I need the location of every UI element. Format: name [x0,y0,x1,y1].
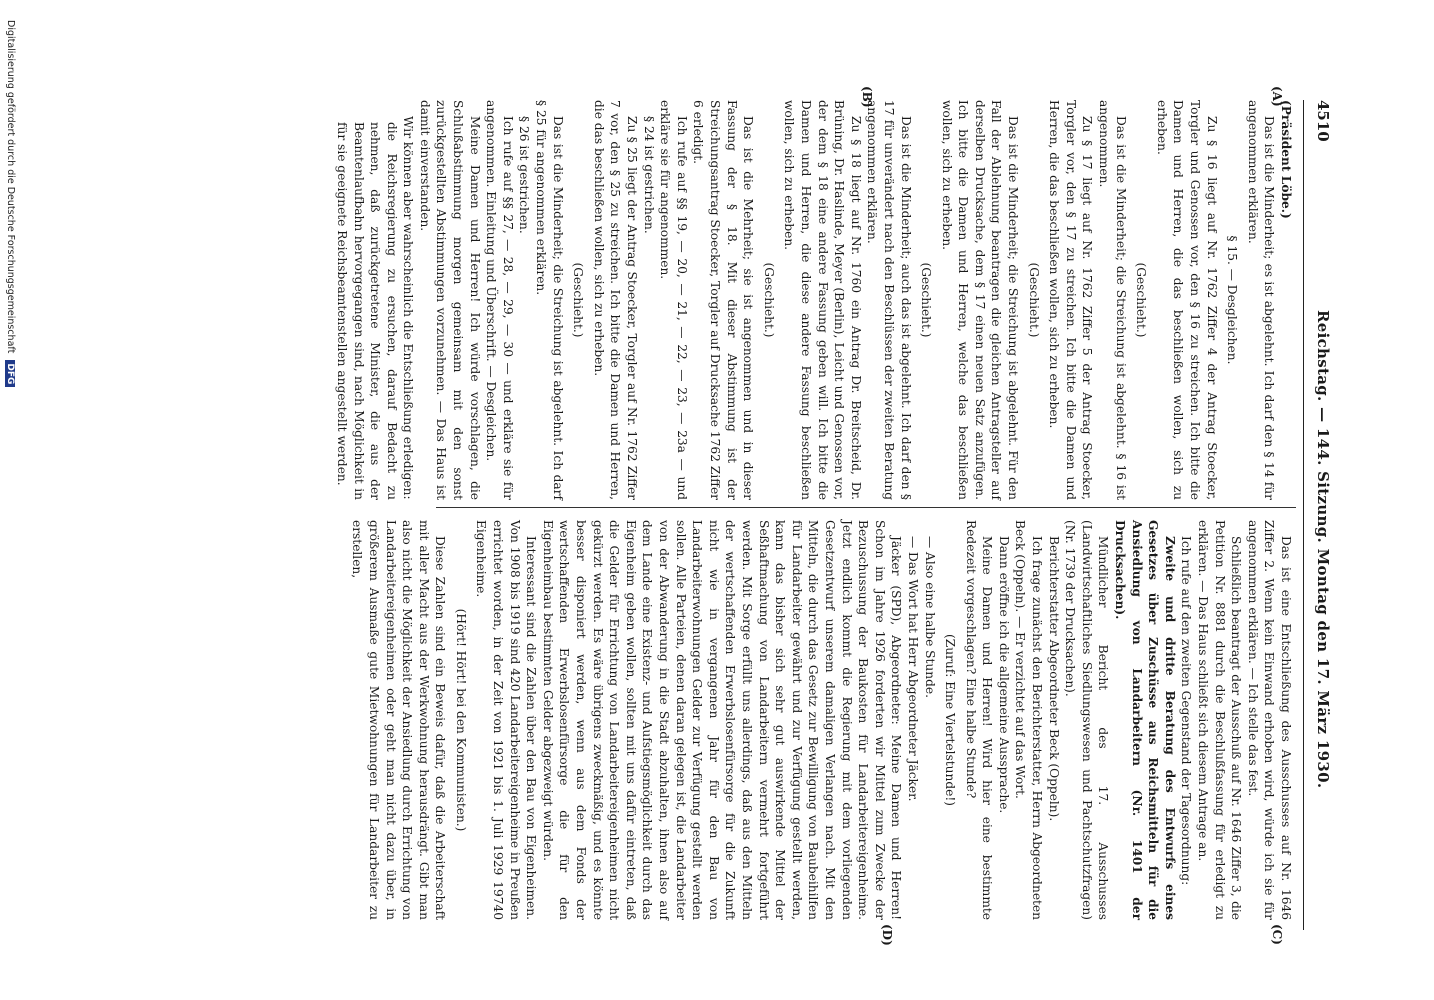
paragraph: Das ist die Mehrheit; sie ist angenommen und in dieser Fassung der § 18. Mit dieser Abstimmung ist der Streichungsantrag Stoecker, Torgler auf Drucksache 1762 Ziffer 6 erledigt. [691,100,756,500]
right-column [349,520,1294,920]
page-header [1310,100,1332,910]
paragraph: Ich frage zunächst den Berichterstatter, Herrn Abgeordneten Beck (Oppeln). — Er verzichtet auf das Wort. [1013,520,1045,920]
stage-direction: (Geschieht.) [761,262,776,338]
paragraph: — Also eine halbe Stunde. [922,536,937,699]
paragraph: Berichterstatter Abgeordneter Beck (Oppeln). [1046,536,1061,822]
margin-marker-c: (C) [1270,924,1284,945]
paragraph: Zu § 25 liegt der Antrag Stoecker, Torgler auf Nr. 1762 Ziffer 7 vor, den § 25 zu streichen. Ich bitte die Damen und Herren, die das beschließen wollen, sich zu erheben. [591,100,640,500]
paragraph: Das ist eine Entschließung des Ausschusses auf Nr. 1646 Ziffer 2. Wenn kein Einwand erhoben wird, würde ich sie für angenommen erklären. — Ich stelle das fest. [1245,520,1293,920]
resolution-text: die Reichsregierung zu ersuchen, darauf Bedacht zu nehmen, daß zurückgetretene Minister, die aus der Beamtenlaufbahn hervorgegangen sind, nach Möglichkeit in für sie geeignete Reichsbeamtenstellen angestellt werden. [334,122,399,500]
paragraph: § 15. — Desgleichen. [1225,235,1240,365]
margin-marker-d: (D) [880,924,894,946]
paragraph: Das ist die Minderheit; es ist abgelehnt. Ich darf den § 14 für angenommen erklären. [1245,100,1277,500]
paragraph: Meine Damen und Herren! Wird hier eine bestimmte Redezeit vorgeschlagen? Eine halbe Stunde? [963,520,995,920]
speaker-header: (Präsident Löbe.) [1279,100,1293,219]
stage-direction: (Geschieht.) [571,262,586,338]
paragraph: Interessant sind die Zahlen über den Bau von Eigenheimen. Von 1908 bis 1919 sind 420 Landarbeitereigenheime in Preußen errichtet worden, in der Zeit von 1921 bis 1. Juli 1929 19740 Eigenheime. [474,520,539,920]
paragraph: Das ist die Minderheit; die Streichung ist abgelehnt. Für den Fall der Ablehnung beantragen die gleichen Antragsteller auf derselben Drucksache, dem § 17 einen neuen Satz anzufügen. Ich bitte die Damen und Herren, welche das beschließen wollen, sich zu erheben. [939,100,1021,500]
column-divider [436,507,1296,508]
paragraph: Zu § 18 liegt auf Nr. 1760 ein Antrag Dr. Breitscheid, Dr. Brüning, Dr. Haslinde, Meyer (Berlin), Leicht und Genossen vor, der dem § 18 eine andere Fassung geben will. Ich bitte die Damen und Herren, die diese andere Fassung beschließen wollen, sich zu erheben. [782,100,863,500]
digitization-credit [5,20,16,387]
page-number: 4510 [1314,100,1332,142]
stage-direction: (Geschieht.) [1026,262,1041,338]
stage-direction: (Hört! Hört! bei den Kommunisten.) [453,608,468,832]
paragraph: Diese Zahlen sind ein Beweis dafür, daß die Arbeiterschaft mit aller Macht aus der Werkwohnung herausdrängt. Gibt man also nicht die Möglichkeit der Ansiedlung durch Errichtung von Landarbeitereigenheimen oder geht man nicht dazu über, in größerem Ausmaße gute Mietwohnungen für Landarbeiter zu erstellen, [350,520,448,920]
paragraph: Zu § 17 liegt auf Nr. 1762 Ziffer 5 der Antrag Stoecker, Torgler vor, den § 17 zu streichen. Ich bitte die Damen und Herren, die das beschließen wollen, sich zu erheben. [1047,100,1095,500]
paragraph: Ich rufe auf §§ 27, — 28, — 29, — 30 — und erkläre sie für angenommen. Einleitung und Überschrift. — Desgleichen. [484,100,515,500]
paragraph: Wir können aber wahrscheinlich die Entschließung erledigen: [401,116,416,500]
stage-direction: (Geschieht.) [919,262,934,338]
paragraph: Mündlicher Bericht des 17. Ausschusses (Landwirtschaftliches Siedlungswesen und Pachtschutzfragen) (Nr. 1739 der Drucksachen). [1063,520,1111,920]
stage-direction: (Geschieht.) [1134,262,1149,338]
paragraph: Zu § 16 liegt auf Nr. 1762 Ziffer 4 der Antrag Stoecker, Torgler und Genossen vor, den § 16 zu streichen. Ich bitte die Damen und Herren, die das beschließen wollen, sich zu erheben. [1154,100,1219,500]
paragraph: Dann eröffne ich die allgemeine Aussprache. [996,536,1011,814]
paragraph: Ich rufe auf §§ 19, — 20, — 21, — 22, — 23, — 23a — und erkläre sie für angenommen. [658,100,689,500]
speech-paragraph: Jäcker (SPD), Abgeordneter: Meine Damen und Herren! Schon im Jahre 1926 forderten wir Mittel zum Zwecke der Bezuschussung der Baukosten für Landarbeitereigenheime. Jetzt endlich kommt die Regierung mit dem vorliegenden Gesetzentwurf unserem damaligen Verlangen nach. Mit den Mitteln, die durch das Gesetz zur Bewilligung von Baubeihilfen für Landarbeiter gewährt und zur Verfügung gestellt werden, kann das bisher sich sehr gut auswirkende Mittel der Seßhaftmachung von Landarbeitern vermehrt fortgeführt werden. Mit Sorge erfüllt uns allerdings, daß aus den Mitteln der wertschaffenden Erwerbslosenfürsorge für die Zukunft nicht wie in vergangenen Jahr für den Bau von Landarbeiterwohnungen Gelder zur Verfügung gestellt werden sollen. Alle Parteien, denen daran gelegen ist, die Landarbeiter von der Abwanderung in die Stadt abzuhalten, ihnen also auf dem Lande eine Existenz- und Aufstiegsmöglichkeit durch das Eigenheim geben wollen, sollten mit uns dafür eintreten, daß die Gelder für Errichtung von Landarbeitereigenheimen nicht gekürzt werden. Es wäre übrigens zweckmäßig, und es könnte besser disponiert werden, wenn aus dem Fonds der wertschaffenden Erwerbslosenfürsorge die für den Eigenheimbau bestimmten Gelder abgezweigt würden. [540,520,904,920]
dfg-logo: DFG [5,360,15,387]
agenda-item: Zweite und dritte Beratung des Entwurfs eines Gesetzes über Zuschüsse aus Reichsmitteln für die Ansiedlung von Landarbeitern (Nr. 1401 der Drucksachen). [1113,520,1177,920]
header-rule [1303,100,1304,930]
stage-direction: (Zuruf: Eine Viertelstunde!) [943,633,958,807]
paragraph: Das ist die Minderheit; auch das ist abgelehnt. Ich darf den § 17 für unverändert nach den Beschlüssen der zweiten Beratung angenommen erklären. [865,100,913,500]
paragraph: Das ist die Minderheit; die Streichung ist abgelehnt. Ich darf § 25 für angenommen erklären. [534,100,565,500]
credit-text: Digitalisierung gefördert durch die Deutsche Forschungsgemeinschaft [5,20,16,354]
left-column [333,100,1294,500]
paragraph: § 24 ist gestrichen. [641,116,656,234]
margin-marker-b: (B) [860,86,874,108]
paragraph: Das ist die Minderheit; die Streichung ist abgelehnt. § 16 ist angenommen. [1097,100,1128,500]
paragraph: Ich rufe auf den zweiten Gegenstand der Tagesordnung: [1179,536,1194,886]
paragraph: § 26 ist gestrichen. [517,116,532,234]
page-title: Reichstag. — 144. Sitzung. Montag den 17. März 1930. [1314,310,1332,789]
margin-marker-a: (A) [1270,86,1284,107]
paragraph: Meine Damen und Herren! Ich würde vorschlagen, die Schlußabstimmung morgen gemeinsam mit den sonst zurückgestellten Abstimmungen vorzunehmen. — Das Haus ist damit einverstanden. [417,100,482,500]
paragraph: — Das Wort hat Herr Abgeordneter Jäcker. [905,536,920,802]
paragraph: Schließlich beantragt der Ausschuß auf Nr. 1646 Ziffer 3, die Petition Nr. 8881 durch die Beschlußfassung für erledigt zu erklären. — Das Haus schließt sich diesem Antrage an. [1196,520,1244,920]
